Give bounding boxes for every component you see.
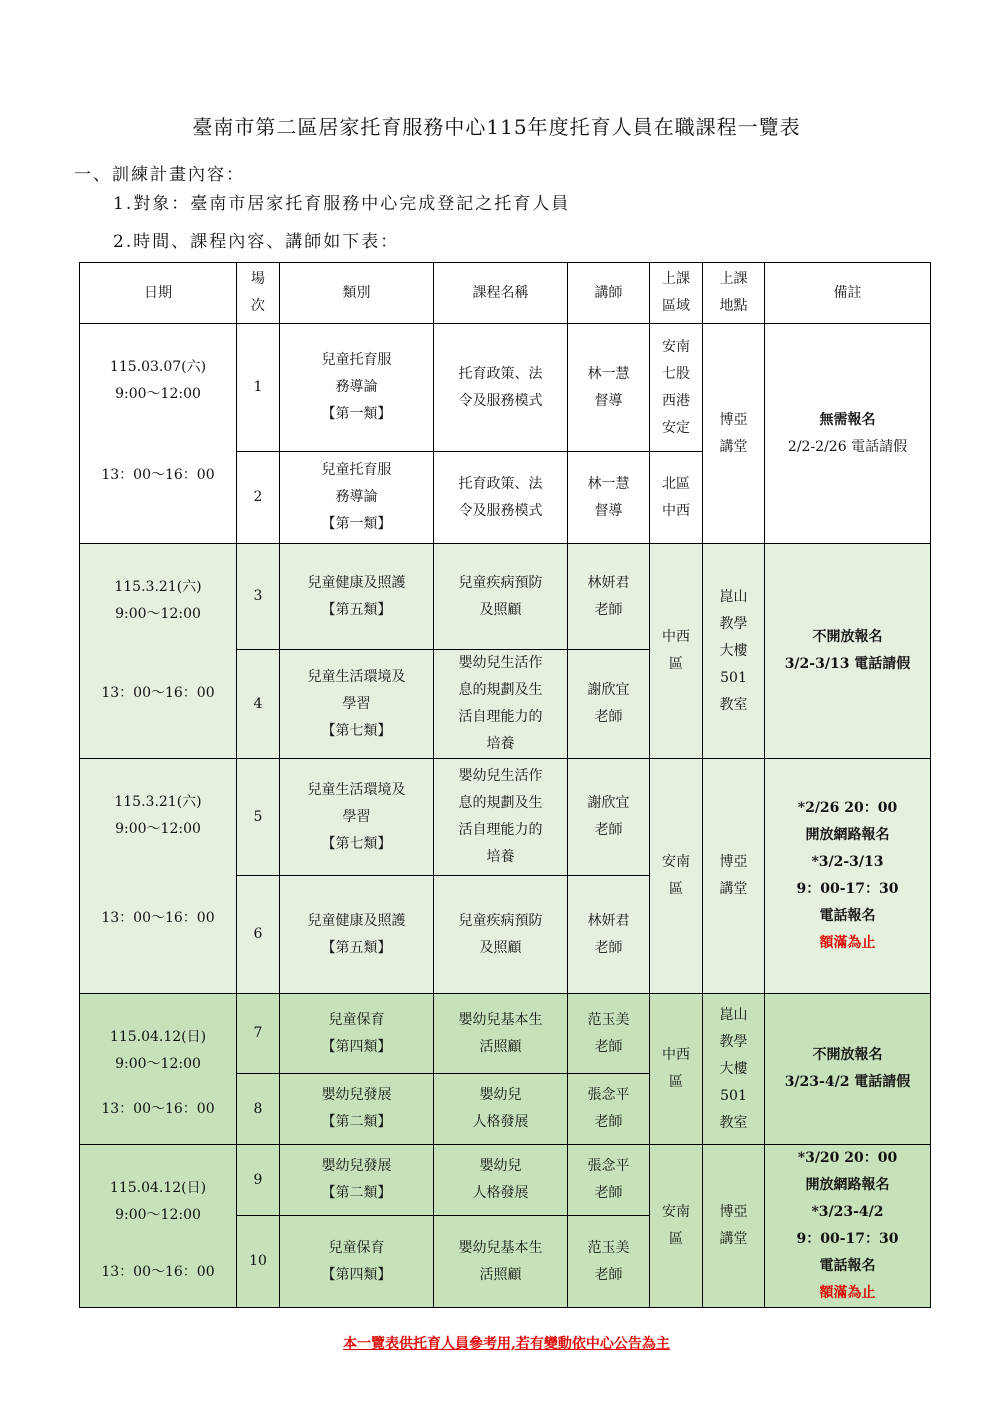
course-category: 兒童生活環境及 學習 【第七類】 bbox=[280, 759, 434, 876]
course-category: 兒童生活環境及 學習 【第七類】 bbox=[280, 650, 434, 759]
morning-time: 9:00～12:00 bbox=[115, 386, 201, 402]
section-heading: 一、訓練計畫內容： bbox=[74, 165, 245, 185]
registration-notes: *3/20 20：00 開放網路報名 *3/23-4/2 9：00-17：30 電話報名 額滿為止 bbox=[765, 1145, 931, 1308]
teacher: 林妍君 老師 bbox=[568, 876, 650, 994]
registration-notes: 不開放報名 3/2-3/13 電話請假 bbox=[765, 544, 931, 759]
class-location: 博亞 講堂 bbox=[703, 324, 765, 544]
morning-time: 9:00～12:00 bbox=[115, 1056, 201, 1072]
course-category: 兒童托育服 務導論 【第一類】 bbox=[280, 452, 434, 544]
table-row bbox=[80, 544, 931, 650]
morning-time: 9:00～12:00 bbox=[115, 1207, 201, 1223]
course-name: 嬰幼兒基本生 活照顧 bbox=[434, 994, 568, 1074]
afternoon-time: 13：00～16：00 bbox=[101, 685, 215, 701]
class-area: 中西 區 bbox=[650, 994, 703, 1145]
session-date: 115.03.07(六) bbox=[109, 359, 207, 375]
afternoon-time: 13：00～16：00 bbox=[101, 1264, 215, 1280]
course-name: 托育政策、法 令及服務模式 bbox=[434, 324, 568, 452]
course-category: 兒童健康及照護 【第五類】 bbox=[280, 544, 434, 650]
date-cell bbox=[80, 324, 237, 544]
course-category: 兒童健康及照護 【第五類】 bbox=[280, 876, 434, 994]
registration-notes: 無需報名 2/2-2/26 電話請假 bbox=[765, 324, 931, 544]
session-number: 6 bbox=[237, 876, 280, 994]
target-audience: 1.對象：臺南市居家托育服務中心完成登記之托育人員 bbox=[113, 194, 571, 214]
header-category: 類別 bbox=[280, 263, 434, 324]
page-title: 臺南市第二區居家托育服務中心115年度托育人員在職課程一覽表 bbox=[192, 115, 801, 139]
session-number: 10 bbox=[237, 1216, 280, 1308]
session-number: 5 bbox=[237, 759, 280, 876]
class-location: 崑山 教學 大樓 501 教室 bbox=[703, 544, 765, 759]
session-date: 115.3.21(六) bbox=[114, 794, 202, 810]
header-session: 場 次 bbox=[237, 263, 280, 324]
class-area: 北區 中西 bbox=[650, 452, 703, 544]
session-number: 4 bbox=[237, 650, 280, 759]
session-number: 1 bbox=[237, 324, 280, 452]
course-category: 兒童托育服 務導論 【第一類】 bbox=[280, 324, 434, 452]
teacher: 張念平 老師 bbox=[568, 1145, 650, 1216]
header-course: 課程名稱 bbox=[434, 263, 568, 324]
session-number: 2 bbox=[237, 452, 280, 544]
class-area: 中西 區 bbox=[650, 544, 703, 759]
teacher: 范玉美 老師 bbox=[568, 994, 650, 1074]
morning-time: 9:00～12:00 bbox=[115, 821, 201, 837]
teacher: 林一慧 督導 bbox=[568, 452, 650, 544]
course-name: 嬰幼兒基本生 活照顧 bbox=[434, 1216, 568, 1308]
table-row bbox=[80, 1145, 931, 1216]
schedule-intro: 2.時間、課程內容、講師如下表： bbox=[113, 232, 400, 252]
schedule-body bbox=[80, 324, 931, 1308]
teacher: 林妍君 老師 bbox=[568, 544, 650, 650]
registration-notes: *2/26 20：00 開放網路報名 *3/2-3/13 9：00-17：30 電話報名 額滿為止 bbox=[765, 759, 931, 994]
session-number: 7 bbox=[237, 994, 280, 1074]
session-number: 3 bbox=[237, 544, 280, 650]
course-name: 嬰幼兒生活作 息的規劃及生 活自理能力的 培養 bbox=[434, 759, 568, 876]
class-location: 博亞 講堂 bbox=[703, 759, 765, 994]
header-row bbox=[80, 263, 931, 324]
header-area: 上課 區域 bbox=[650, 263, 703, 324]
date-cell bbox=[80, 1145, 237, 1308]
session-date: 115.04.12(日) bbox=[109, 1029, 207, 1045]
course-schedule-table bbox=[79, 262, 931, 1308]
course-name: 嬰幼兒 人格發展 bbox=[434, 1074, 568, 1145]
course-name: 托育政策、法 令及服務模式 bbox=[434, 452, 568, 544]
date-cell bbox=[80, 759, 237, 994]
header-place: 上課 地點 bbox=[703, 263, 765, 324]
registration-notes: 不開放報名 3/23-4/2 電話請假 bbox=[765, 994, 931, 1145]
session-date: 115.04.12(日) bbox=[109, 1180, 207, 1196]
full-notice: 額滿為止 bbox=[819, 1285, 876, 1301]
header-notes: 備註 bbox=[765, 263, 931, 324]
teacher: 范玉美 老師 bbox=[568, 1216, 650, 1308]
full-notice: 額滿為止 bbox=[819, 935, 876, 951]
course-category: 兒童保育 【第四類】 bbox=[280, 1216, 434, 1308]
table-row bbox=[80, 994, 931, 1074]
course-name: 嬰幼兒生活作 息的規劃及生 活自理能力的 培養 bbox=[434, 650, 568, 759]
class-area: 安南 區 bbox=[650, 759, 703, 994]
footer-note: 本一覽表供托育人員參考用,若有變動依中心公告為主 bbox=[343, 1336, 670, 1352]
class-area: 安南 區 bbox=[650, 1145, 703, 1308]
header-date: 日期 bbox=[80, 263, 237, 324]
course-category: 嬰幼兒發展 【第二類】 bbox=[280, 1145, 434, 1216]
class-location: 博亞 講堂 bbox=[703, 1145, 765, 1308]
course-name: 兒童疾病預防 及照顧 bbox=[434, 876, 568, 994]
afternoon-time: 13：00～16：00 bbox=[101, 1101, 215, 1117]
course-name: 嬰幼兒 人格發展 bbox=[434, 1145, 568, 1216]
table-row bbox=[80, 324, 931, 452]
date-cell bbox=[80, 544, 237, 759]
teacher: 張念平 老師 bbox=[568, 1074, 650, 1145]
afternoon-time: 13：00～16：00 bbox=[101, 910, 215, 926]
course-category: 嬰幼兒發展 【第二類】 bbox=[280, 1074, 434, 1145]
header-teacher: 講師 bbox=[568, 263, 650, 324]
session-number: 9 bbox=[237, 1145, 280, 1216]
teacher: 林一慧 督導 bbox=[568, 324, 650, 452]
morning-time: 9:00～12:00 bbox=[115, 606, 201, 622]
session-number: 8 bbox=[237, 1074, 280, 1145]
session-date: 115.3.21(六) bbox=[114, 579, 202, 595]
class-location: 崑山 教學 大樓 501 教室 bbox=[703, 994, 765, 1145]
class-area: 安南 七股 西港 安定 bbox=[650, 324, 703, 452]
teacher: 謝欣宜 老師 bbox=[568, 759, 650, 876]
course-category: 兒童保育 【第四類】 bbox=[280, 994, 434, 1074]
table-row bbox=[80, 759, 931, 876]
date-cell bbox=[80, 994, 237, 1145]
teacher: 謝欣宜 老師 bbox=[568, 650, 650, 759]
afternoon-time: 13：00～16：00 bbox=[101, 467, 215, 483]
course-name: 兒童疾病預防 及照顧 bbox=[434, 544, 568, 650]
